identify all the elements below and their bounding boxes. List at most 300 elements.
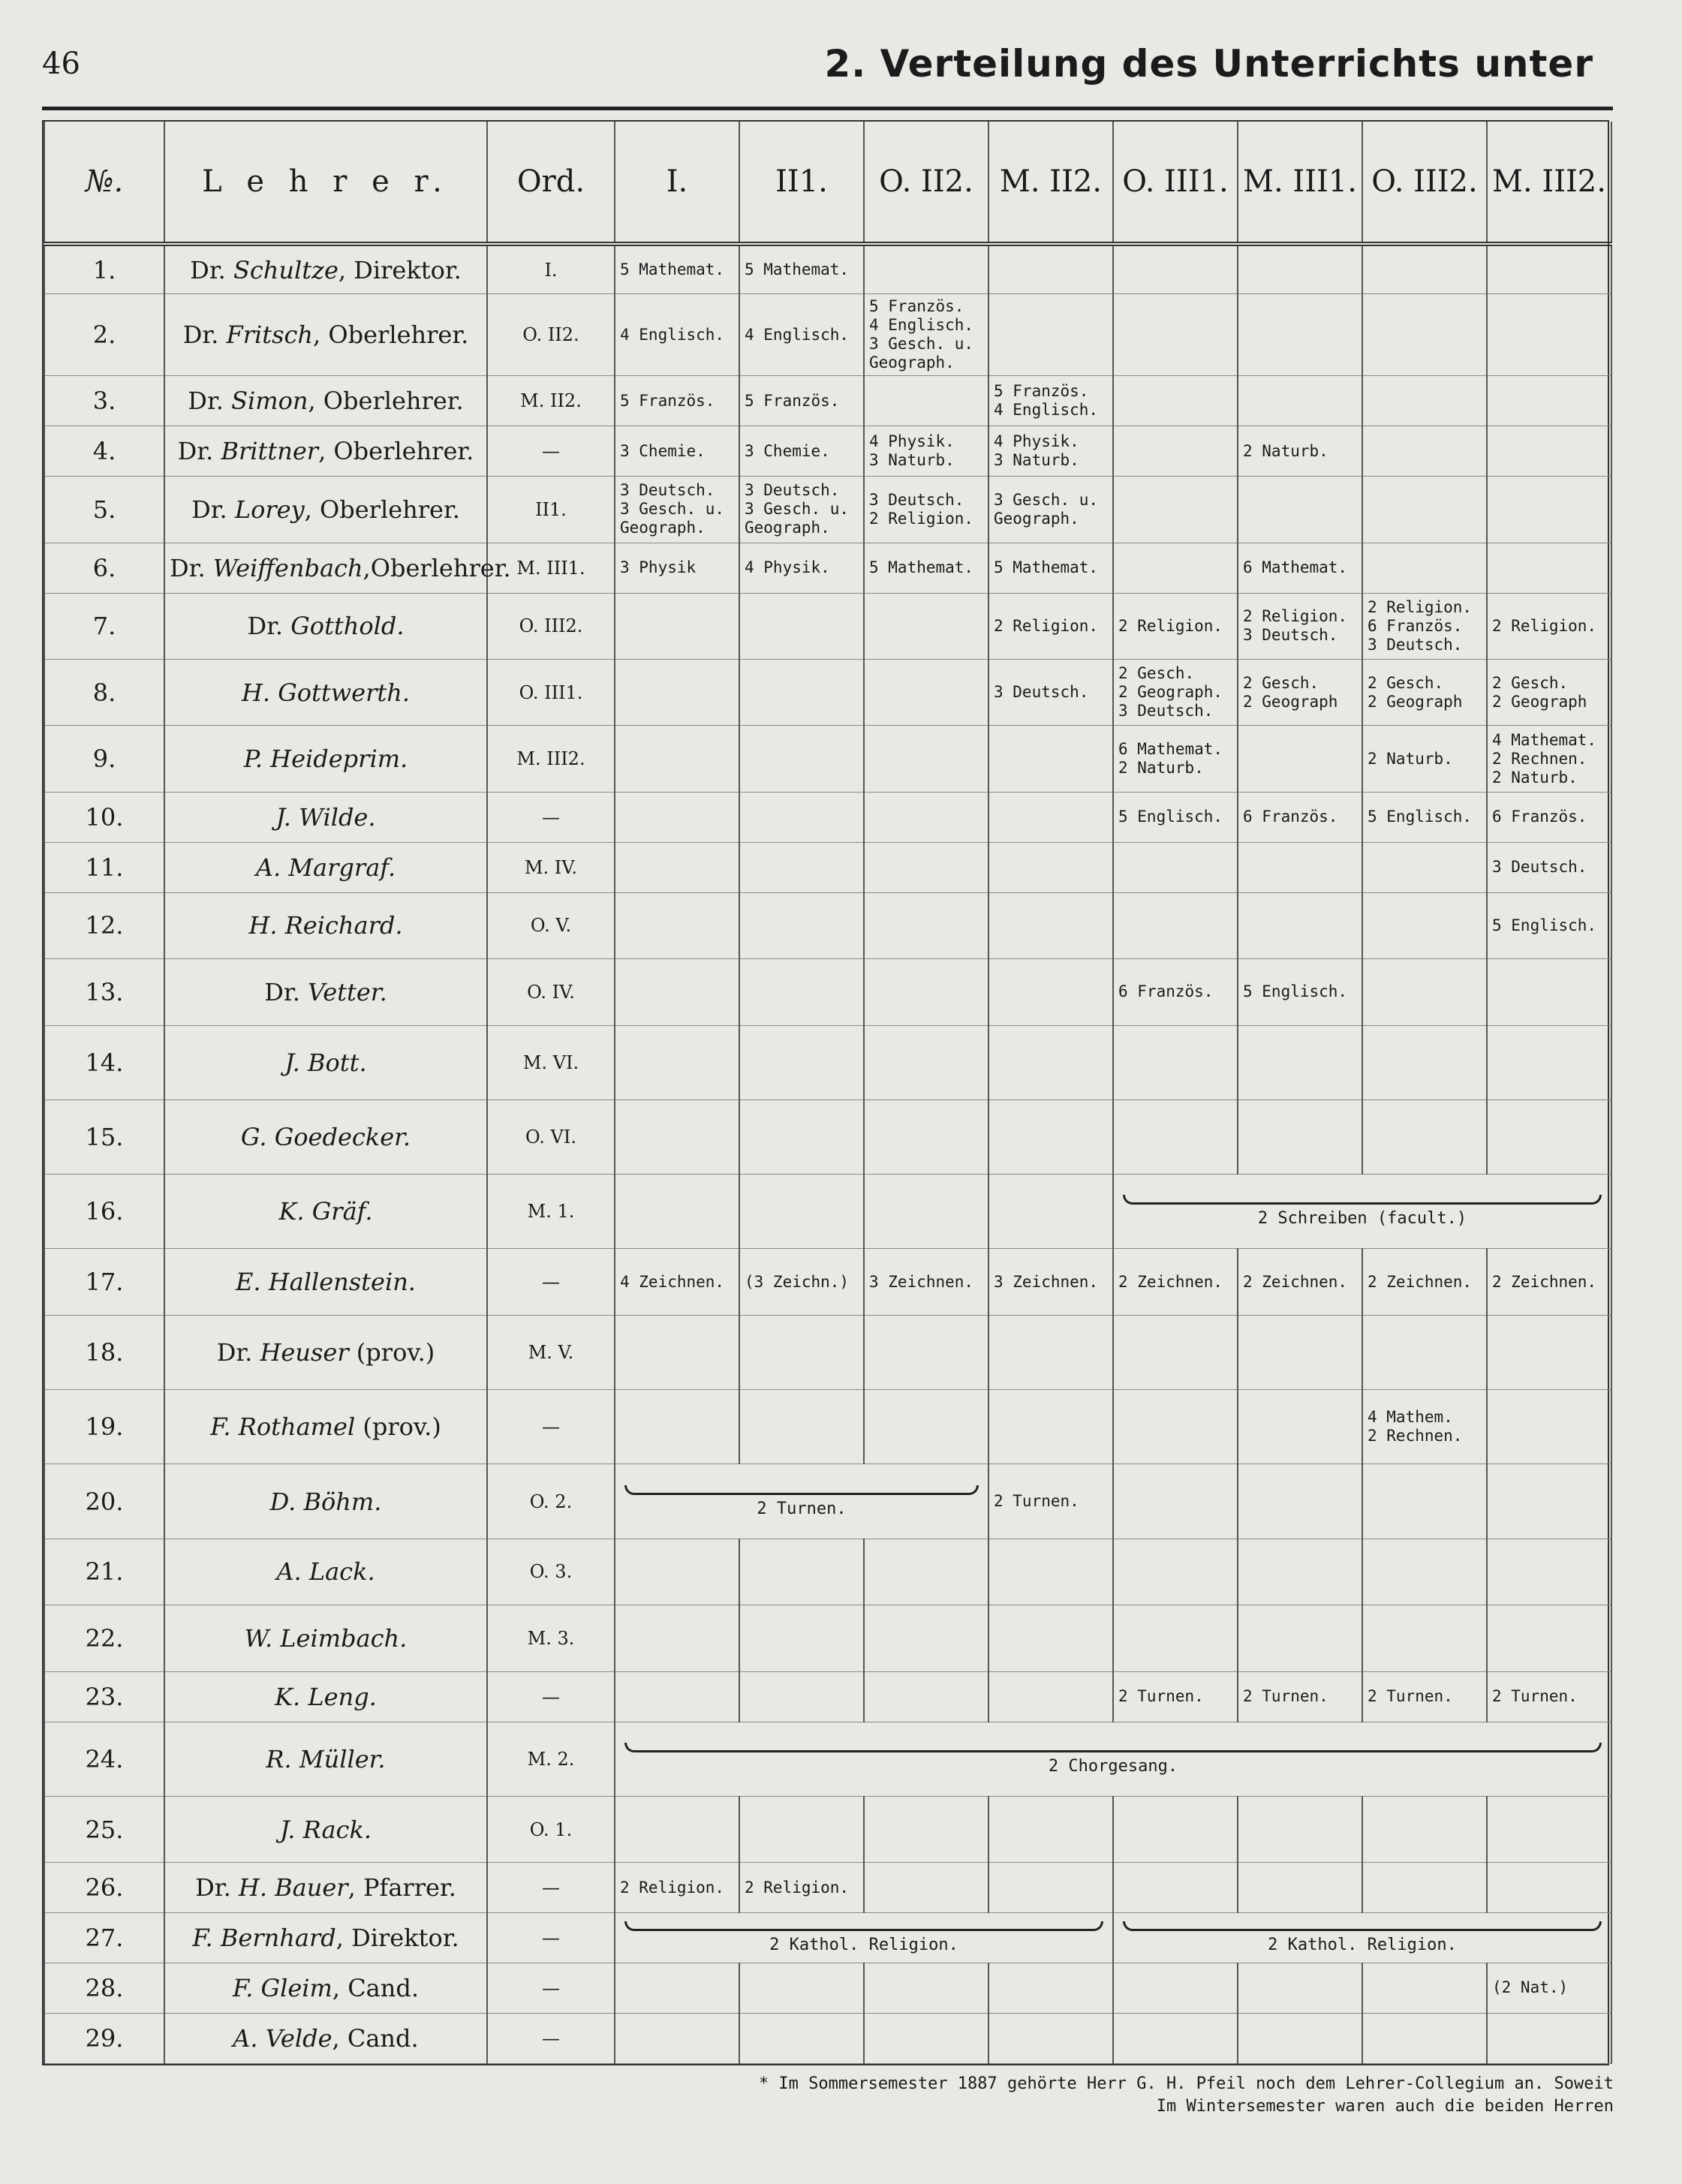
column-header-c2: II1. — [739, 122, 864, 244]
subject-cell — [739, 959, 864, 1025]
subject-cell: 5 Englisch. — [1487, 892, 1611, 958]
row-number: 8. — [44, 659, 164, 725]
subject-cell — [1238, 294, 1362, 376]
subject-cell — [1238, 2013, 1362, 2063]
table-row — [44, 2013, 1611, 2063]
row-number: 13. — [44, 959, 164, 1025]
ordinariat-cell: — — [487, 1863, 615, 1913]
subject-cell — [864, 1671, 988, 1722]
subject-cell — [1362, 1963, 1487, 2014]
subject-cell — [988, 892, 1113, 958]
row-number: 25. — [44, 1796, 164, 1862]
ordinariat-cell: — — [487, 1390, 615, 1464]
subject-cell — [1362, 1796, 1487, 1862]
subject-cell — [615, 1100, 739, 1174]
subject-cell — [615, 1175, 739, 1249]
teacher-name: Lorey — [234, 495, 305, 524]
subject-cell — [1113, 1025, 1238, 1100]
teacher-name-cell — [164, 294, 487, 376]
subject-cell — [864, 244, 988, 294]
table-body — [44, 244, 1611, 2064]
teacher-title: Dr. — [264, 977, 308, 1006]
teacher-name: Brittner — [221, 437, 319, 466]
subject-cell — [1487, 1100, 1611, 1174]
subject-cell: 4 Zeichnen. — [615, 1249, 739, 1315]
subject-cell — [864, 1605, 988, 1671]
teacher-name-cell — [164, 2013, 487, 2063]
subject-cell — [988, 1539, 1113, 1605]
teacher-name: W. Leimbach. — [244, 1623, 408, 1653]
teacher-name-cell — [164, 659, 487, 725]
subject-cell: 6 Französ. — [1238, 792, 1362, 842]
teacher-name: Weiffenbach — [212, 553, 363, 582]
subject-cell — [615, 1963, 739, 2014]
teacher-name: P. Heideprim. — [243, 745, 408, 774]
column-header-c5: O. III1. — [1113, 122, 1238, 244]
subject-cell — [1113, 1464, 1238, 1539]
subject-cell: 2 Zeichnen. — [1487, 1249, 1611, 1315]
subject-cell — [1487, 2013, 1611, 2063]
subject-cell: 3 Zeichnen. — [864, 1249, 988, 1315]
table-row — [44, 593, 1611, 659]
subject-cell — [864, 892, 988, 958]
subject-cell: 3 Zeichnen. — [988, 1249, 1113, 1315]
ordinariat-cell: — — [487, 1249, 615, 1315]
row-number: 18. — [44, 1315, 164, 1389]
row-number: 15. — [44, 1100, 164, 1174]
teacher-name-cell — [164, 1175, 487, 1249]
subject-cell — [1487, 543, 1611, 593]
subject-cell — [615, 1605, 739, 1671]
row-number: 17. — [44, 1249, 164, 1315]
subject-cell: 2 Turnen. — [988, 1464, 1113, 1539]
subject-cell — [1487, 1025, 1611, 1100]
subject-cell — [864, 1539, 988, 1605]
teacher-name-cell — [164, 1963, 487, 2014]
subject-cell — [1238, 1025, 1362, 1100]
subject-cell — [988, 1863, 1113, 1913]
subject-cell — [864, 842, 988, 892]
subject-cell — [864, 959, 988, 1025]
ordinariat-cell: O. V. — [487, 892, 615, 958]
subject-cell — [988, 1175, 1113, 1249]
ordinariat-cell: M. III2. — [487, 726, 615, 792]
subject-cell: 2 Naturb. — [1238, 426, 1362, 477]
ordinariat-cell: M. VI. — [487, 1025, 615, 1100]
table-row — [44, 1175, 1611, 1249]
subject-cell: 5 Mathemat. — [615, 244, 739, 294]
subject-cell: 4 Physik. — [739, 543, 864, 593]
ordinariat-cell: — — [487, 2013, 615, 2063]
subject-cell: 2 Turnen. — [1487, 1671, 1611, 1722]
subject-cell — [1238, 1464, 1362, 1539]
subject-cell — [864, 659, 988, 725]
subject-cell — [864, 1175, 988, 1249]
subject-cell — [615, 659, 739, 725]
ordinariat-cell: II1. — [487, 477, 615, 543]
subject-cell — [739, 792, 864, 842]
subject-cell — [739, 892, 864, 958]
spanning-subject-text: 2 Turnen. — [757, 1499, 847, 1518]
ordinariat-cell: I. — [487, 244, 615, 294]
table-row — [44, 1249, 1611, 1315]
teacher-title: Dr. — [247, 612, 291, 641]
table-row — [44, 959, 1611, 1025]
ordinariat-cell: — — [487, 792, 615, 842]
subject-cell — [1362, 426, 1487, 477]
row-number: 9. — [44, 726, 164, 792]
subject-cell — [1362, 1464, 1487, 1539]
teacher-title: Dr. — [190, 255, 233, 284]
teacher-name: J. Rack. — [279, 1815, 372, 1844]
row-number: 10. — [44, 792, 164, 842]
subject-cell — [1238, 1796, 1362, 1862]
subject-cell — [1362, 294, 1487, 376]
table-row — [44, 426, 1611, 477]
subject-cell: 2 Religion. — [1487, 593, 1611, 659]
row-number: 26. — [44, 1863, 164, 1913]
teacher-name: H. Reichard. — [248, 911, 403, 940]
teacher-title: Dr. — [216, 1338, 260, 1367]
subject-cell — [864, 792, 988, 842]
subject-cell — [1113, 842, 1238, 892]
subject-cell — [615, 792, 739, 842]
curly-brace — [624, 1743, 1602, 1752]
subject-cell — [988, 294, 1113, 376]
teacher-name: A. Lack. — [276, 1557, 375, 1587]
teacher-name-cell — [164, 1315, 487, 1389]
teacher-title: Dr. — [191, 495, 235, 524]
spanning-subject-cell — [1113, 1913, 1611, 1963]
subject-cell — [1362, 376, 1487, 426]
subject-cell — [1113, 1390, 1238, 1464]
subject-cell — [1238, 1963, 1362, 2014]
teacher-name-cell — [164, 842, 487, 892]
teacher-name: R. Müller. — [266, 1744, 386, 1773]
ordinariat-cell: M. V. — [487, 1315, 615, 1389]
subject-cell: 5 Mathemat. — [988, 543, 1113, 593]
subject-cell — [1113, 1863, 1238, 1913]
subject-cell: 5 Französ. — [739, 376, 864, 426]
ordinariat-cell: O. IV. — [487, 959, 615, 1025]
subject-cell — [864, 1963, 988, 2014]
row-number: 4. — [44, 426, 164, 477]
row-number: 11. — [44, 842, 164, 892]
subject-cell — [1362, 1605, 1487, 1671]
row-number: 23. — [44, 1671, 164, 1722]
subject-cell — [1238, 1315, 1362, 1389]
teacher-role: , Direktor. — [335, 1924, 459, 1953]
subject-cell: 4 Physik. 3 Naturb. — [864, 426, 988, 477]
column-header-c6: M. III1. — [1238, 122, 1362, 244]
table-row — [44, 294, 1611, 376]
teacher-name-cell — [164, 959, 487, 1025]
column-header-c8: M. III2. — [1487, 122, 1611, 244]
spanning-subject-cell — [615, 1913, 1113, 1963]
row-number: 27. — [44, 1913, 164, 1963]
subject-cell — [739, 1390, 864, 1464]
table-row — [44, 1315, 1611, 1389]
table-row — [44, 1390, 1611, 1464]
subject-cell — [1487, 1605, 1611, 1671]
subject-cell — [615, 842, 739, 892]
subject-cell — [739, 1539, 864, 1605]
teacher-role: , Oberlehrer. — [313, 320, 469, 350]
spanning-subject-text: 2 Schreiben (facult.) — [1257, 1209, 1467, 1229]
subject-cell — [1487, 477, 1611, 543]
column-header-c3: O. II2. — [864, 122, 988, 244]
subject-cell: 4 Englisch. — [739, 294, 864, 376]
subject-cell — [1113, 294, 1238, 376]
teacher-name: H. Bauer — [238, 1873, 348, 1903]
teacher-name-cell — [164, 1464, 487, 1539]
subject-cell — [1362, 477, 1487, 543]
curly-brace — [1123, 1195, 1602, 1205]
subject-cell — [988, 726, 1113, 792]
teacher-name: J. Bott. — [284, 1048, 367, 1077]
subject-cell — [739, 1796, 864, 1862]
subject-cell — [1238, 376, 1362, 426]
teacher-name: D. Böhm. — [269, 1487, 382, 1516]
row-number: 1. — [44, 244, 164, 294]
subject-cell — [1113, 1100, 1238, 1174]
subject-cell — [1362, 1100, 1487, 1174]
table-row — [44, 1963, 1611, 2014]
subject-cell — [864, 1100, 988, 1174]
subject-cell: 3 Deutsch. 2 Religion. — [864, 477, 988, 543]
ordinariat-cell: M. 3. — [487, 1605, 615, 1671]
subject-cell — [1362, 842, 1487, 892]
subject-cell — [1113, 2013, 1238, 2063]
subject-cell: (2 Nat.) — [1487, 1963, 1611, 2014]
subject-cell — [1362, 1539, 1487, 1605]
teacher-name: F. Bernhard — [192, 1924, 336, 1953]
subject-cell: 2 Turnen. — [1362, 1671, 1487, 1722]
subject-cell — [1238, 477, 1362, 543]
subject-cell — [988, 1671, 1113, 1722]
subject-cell — [864, 593, 988, 659]
ordinariat-cell: M. III1. — [487, 543, 615, 593]
subject-cell: 5 Mathemat. — [739, 244, 864, 294]
subject-cell: (3 Zeichn.) — [739, 1249, 864, 1315]
table-row — [44, 792, 1611, 842]
column-header-c4: M. II2. — [988, 122, 1113, 244]
subject-cell — [988, 1100, 1113, 1174]
teacher-name: Schultze — [233, 255, 339, 284]
subject-cell — [864, 1025, 988, 1100]
subject-cell — [988, 792, 1113, 842]
table-row — [44, 244, 1611, 294]
distribution-table-wrap — [42, 120, 1609, 2065]
column-header-c7: O. III2. — [1362, 122, 1487, 244]
teacher-role: (prov.) — [348, 1338, 435, 1367]
table-row — [44, 1025, 1611, 1100]
subject-cell — [988, 1315, 1113, 1389]
teacher-title: Dr. — [170, 553, 213, 582]
ordinariat-cell: O. 1. — [487, 1796, 615, 1862]
subject-cell — [1238, 1100, 1362, 1174]
subject-cell: 6 Mathemat. 2 Naturb. — [1113, 726, 1238, 792]
table-row — [44, 659, 1611, 725]
table-row — [44, 1671, 1611, 1722]
row-number: 24. — [44, 1722, 164, 1796]
subject-cell — [615, 1671, 739, 1722]
subject-cell — [1362, 543, 1487, 593]
teacher-role: , Direktor. — [338, 255, 462, 284]
row-number: 12. — [44, 892, 164, 958]
subject-cell — [1487, 426, 1611, 477]
teacher-name: K. Gräf. — [278, 1197, 373, 1226]
teacher-role: , Cand. — [332, 1973, 420, 2002]
ordinariat-cell: O. III2. — [487, 593, 615, 659]
column-header-ord: Ord. — [487, 122, 615, 244]
subject-cell — [864, 1863, 988, 1913]
row-number: 16. — [44, 1175, 164, 1249]
subject-cell — [739, 1025, 864, 1100]
row-number: 19. — [44, 1390, 164, 1464]
subject-cell: 2 Zeichnen. — [1238, 1249, 1362, 1315]
subject-cell — [739, 842, 864, 892]
spanning-subject-cell — [615, 1722, 1611, 1796]
subject-cell: 4 Englisch. — [615, 294, 739, 376]
subject-cell — [739, 593, 864, 659]
subject-cell: 4 Mathem. 2 Rechnen. — [1362, 1390, 1487, 1464]
subject-cell — [1238, 244, 1362, 294]
subject-cell: 3 Deutsch. 3 Gesch. u. Geograph. — [739, 477, 864, 543]
subject-cell: 2 Zeichnen. — [1113, 1249, 1238, 1315]
row-number: 5. — [44, 477, 164, 543]
table-row — [44, 1796, 1611, 1862]
teacher-name-cell — [164, 376, 487, 426]
subject-cell: 2 Religion. — [739, 1863, 864, 1913]
teacher-name: J. Wilde. — [275, 802, 376, 832]
subject-cell — [988, 842, 1113, 892]
teacher-name: E. Hallenstein. — [236, 1268, 416, 1297]
curly-brace — [1123, 1921, 1602, 1931]
teacher-name-cell — [164, 1539, 487, 1605]
column-header-c1: I. — [615, 122, 739, 244]
teacher-name-cell — [164, 892, 487, 958]
row-number: 22. — [44, 1605, 164, 1671]
spanning-subject-text: 2 Kathol. Religion. — [769, 1936, 958, 1955]
teacher-name: Heuser — [260, 1338, 349, 1367]
subject-cell — [1362, 892, 1487, 958]
subject-cell — [988, 1963, 1113, 2014]
subject-cell — [1113, 1315, 1238, 1389]
curly-brace — [624, 1485, 979, 1495]
subject-cell — [988, 959, 1113, 1025]
teacher-name-cell — [164, 792, 487, 842]
subject-cell: 5 Englisch. — [1113, 792, 1238, 842]
subject-cell: 6 Französ. — [1487, 792, 1611, 842]
subject-cell: 2 Religion. — [988, 593, 1113, 659]
row-number: 3. — [44, 376, 164, 426]
teacher-name: F. Rothamel — [210, 1412, 356, 1442]
subject-cell: 6 Französ. — [1113, 959, 1238, 1025]
teacher-name-cell — [164, 1390, 487, 1464]
table-row — [44, 892, 1611, 958]
subject-cell — [1362, 1315, 1487, 1389]
subject-cell — [615, 1796, 739, 1862]
ordinariat-cell: M. II2. — [487, 376, 615, 426]
teacher-name-cell — [164, 726, 487, 792]
subject-cell: 3 Gesch. u. Geograph. — [988, 477, 1113, 543]
footnote-line-2: Im Wintersemester waren auch die beiden Herren — [1156, 2097, 1614, 2116]
subject-cell — [739, 1605, 864, 1671]
ordinariat-cell: — — [487, 1671, 615, 1722]
subject-cell: 3 Deutsch. 3 Gesch. u. Geograph. — [615, 477, 739, 543]
teacher-name-cell — [164, 593, 487, 659]
subject-cell — [988, 244, 1113, 294]
teacher-title: Dr. — [195, 1873, 239, 1903]
teacher-role: , Cand. — [332, 2023, 419, 2053]
subject-cell — [1362, 244, 1487, 294]
subject-cell: 3 Deutsch. — [988, 659, 1113, 725]
subject-cell — [988, 2013, 1113, 2063]
subject-cell — [615, 2013, 739, 2063]
subject-cell — [864, 1796, 988, 1862]
row-number: 29. — [44, 2013, 164, 2063]
teacher-name-cell — [164, 477, 487, 543]
subject-cell — [1113, 426, 1238, 477]
subject-cell — [988, 1390, 1113, 1464]
subject-cell — [615, 1539, 739, 1605]
subject-cell — [739, 1671, 864, 1722]
spanning-subject-text: 2 Kathol. Religion. — [1268, 1936, 1457, 1955]
subject-cell: 3 Chemie. — [739, 426, 864, 477]
teacher-name-cell — [164, 1796, 487, 1862]
ordinariat-cell: M. IV. — [487, 842, 615, 892]
subject-cell — [1238, 1539, 1362, 1605]
spanning-subject-cell — [1113, 1175, 1611, 1249]
table-row — [44, 1863, 1611, 1913]
table-row — [44, 1913, 1611, 1963]
page-number: 46 — [42, 47, 80, 81]
teacher-name: Simon — [231, 387, 308, 416]
subject-cell — [1487, 959, 1611, 1025]
subject-cell — [615, 1390, 739, 1464]
subject-cell — [1238, 1863, 1362, 1913]
subject-cell — [615, 892, 739, 958]
ordinariat-cell: O. 3. — [487, 1539, 615, 1605]
ordinariat-cell: — — [487, 1963, 615, 2014]
column-header-nr: №. — [44, 122, 164, 244]
table-row — [44, 842, 1611, 892]
header-row — [44, 122, 1611, 244]
distribution-table — [44, 122, 1612, 2064]
subject-cell: 2 Religion. — [1113, 593, 1238, 659]
subject-cell — [1113, 1605, 1238, 1671]
subject-cell: 2 Religion. — [615, 1863, 739, 1913]
subject-cell: 5 Englisch. — [1238, 959, 1362, 1025]
subject-cell: 5 Mathemat. — [864, 543, 988, 593]
teacher-name: A. Margraf. — [255, 853, 396, 882]
row-number: 6. — [44, 543, 164, 593]
subject-cell — [615, 1315, 739, 1389]
teacher-title: Dr. — [182, 320, 227, 350]
teacher-name: F. Gleim — [232, 1973, 332, 2002]
page-title: 2. Verteilung des Unterrichts unter — [824, 42, 1593, 86]
teacher-name-cell — [164, 244, 487, 294]
row-number: 20. — [44, 1464, 164, 1539]
subject-cell: 2 Gesch. 2 Geograph — [1238, 659, 1362, 725]
subject-cell — [615, 959, 739, 1025]
subject-cell — [739, 726, 864, 792]
subject-cell — [615, 1025, 739, 1100]
table-row — [44, 726, 1611, 792]
subject-cell: 3 Physik — [615, 543, 739, 593]
table-row — [44, 1605, 1611, 1671]
